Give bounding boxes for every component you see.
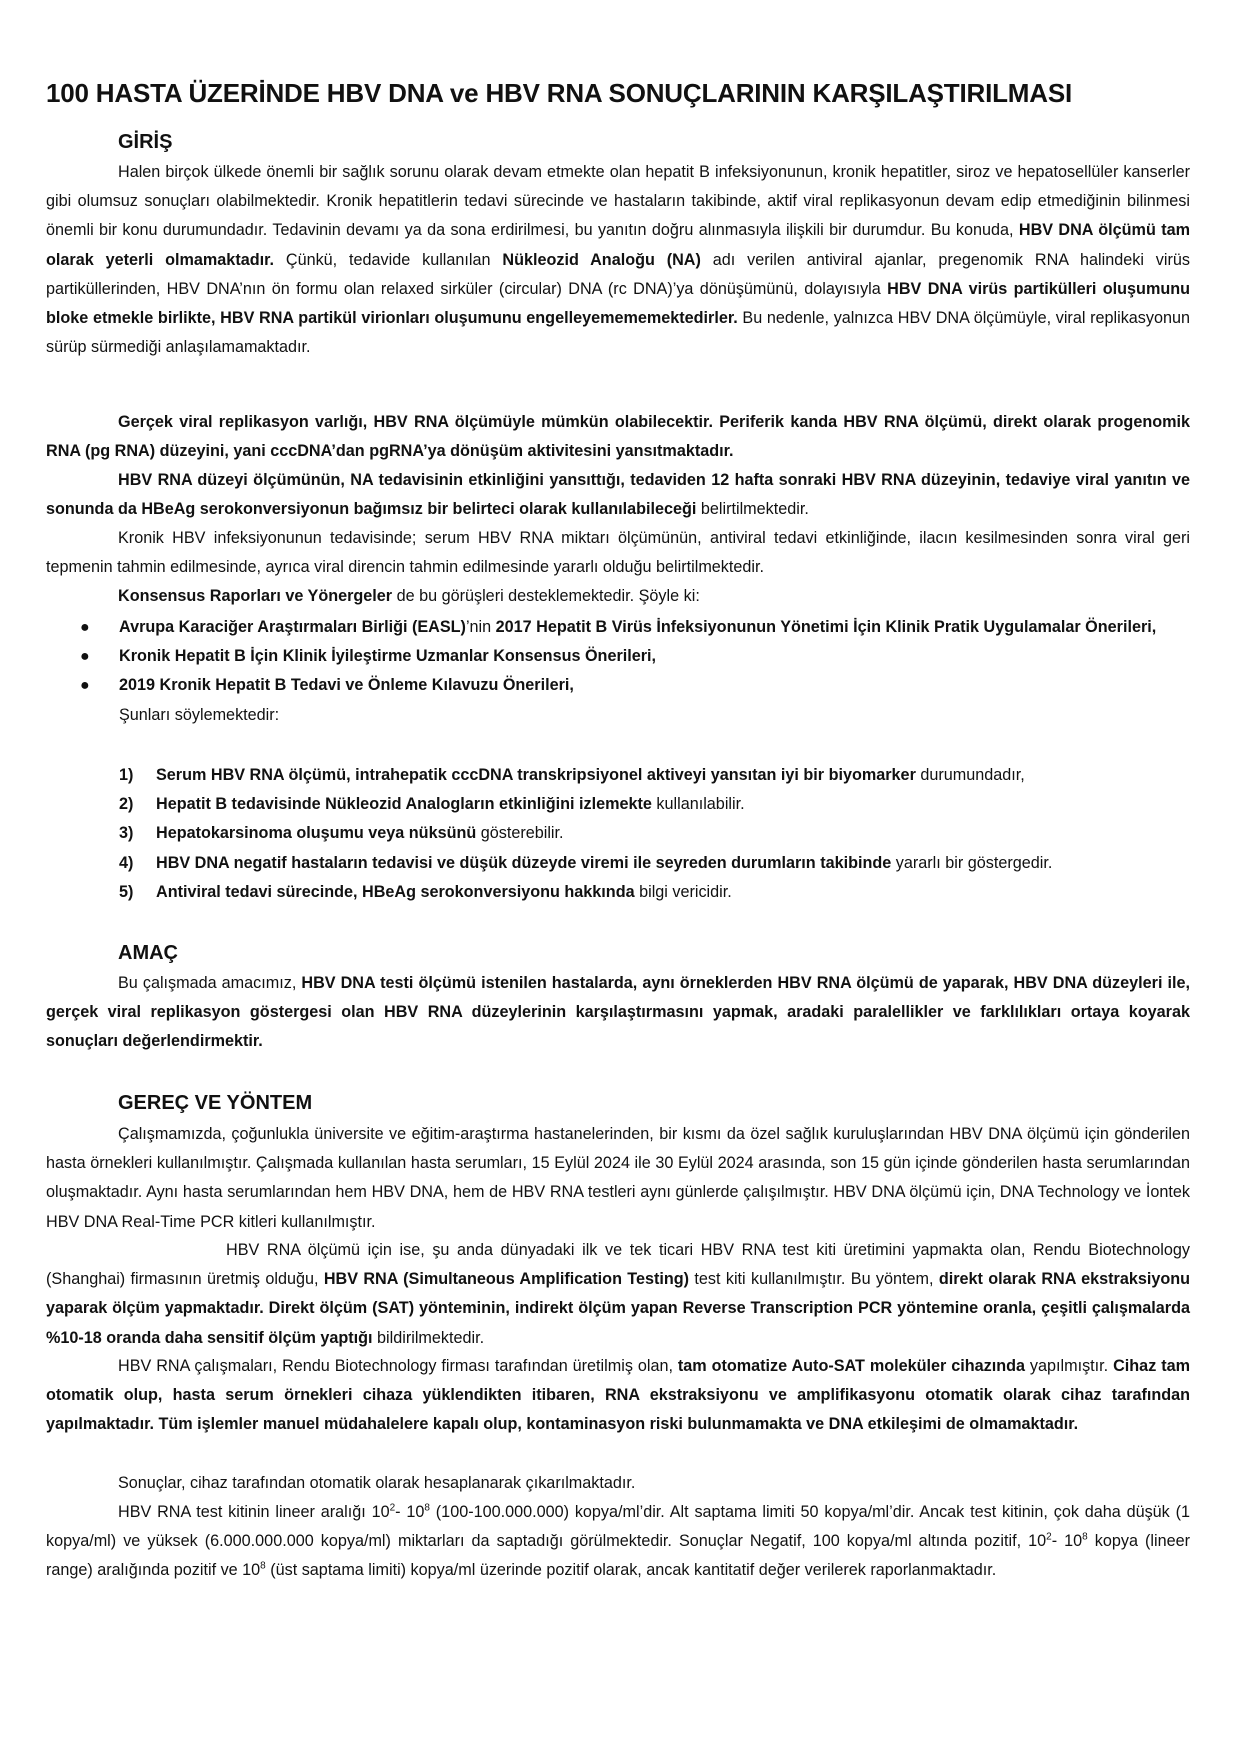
bullet-icon: ●	[80, 677, 90, 695]
giris-paragraph-2: Gerçek viral replikasyon varlığı, HBV RNA ölçümüyle mümkün olabilecektir. Periferik kanda HBV RNA ölçümü, direkt olarak progenomik RNA (pg RNA) düzeyini, yani cccDNA’dan pgRNA’ya dönüşüm aktivitesini yansıtmaktadır.	[46, 413, 1190, 461]
numbered-item: 2) Hepatit B tedavisinde Nükleozid Analogların etkinliğini izlemekte kullanılabilir.	[119, 795, 745, 814]
section-heading-gerec-yontem: GEREÇ VE YÖNTEM	[118, 1092, 313, 1114]
bullet-icon: ●	[80, 648, 90, 666]
gerec-paragraph-5: HBV RNA test kitinin lineer aralığı $10^2-$ $10^8$ (100-100.000.000) kopya/ml’dir. Alt saptama limiti 50 kopya/ml’dir. Ancak test kitinin, çok daha düşük (1 kopya/ml) ve yüksek (6.000.000.000 kopya/ml) miktarları da saptadığı görülmektedir. Sonuçlar Negatif, 100 kopya/ml altında pozitif, $10^2-$ $10^8$ kopya (lineer range) aralığında pozitif ve $10^8$ (üst saptama limiti) kopya/ml üzerinde pozitif olarak, ancak kantitatif değer verilerek raporlanmaktadır.	[46, 1502, 1190, 1580]
giris-paragraph-1: Halen birçok ülkede önemli bir sağlık sorunu olarak devam etmekte olan hepatit B infeksiyonunun, kronik hepatitler, siroz ve hepatosellüler kanserler gibi olumsuz sonuçları olabilmektedir. Kronik hepatitlerin tedavi sürecinde ve hastaların takibinde, aktif viral replikasyonun devam edip etmediğinin bilinmesi önemli bir konu durumundadır. Tedavinin devamı ya da sona erdirilmesi, bu yanıtın doğru alınmasıyla ilişkili bir durumdur. Bu konuda, HBV DNA ölçümü tam olarak yeterli olmamaktadır. Çünkü, tedavide kullanılan Nükleozid Analoğu (NA) adı verilen antiviral ajanlar, pregenomik RNA halindeki virüs partiküllerinden, HBV DNA’nın ön formu olan relaxed sirküler (circular) DNA (rc DNA)’ya dönüşümünü, dolayısıyla HBV DNA virüs partikülleri oluşumunu bloke etmekle birlikte, HBV RNA partikül virionları oluşumunu engelleyemememektedirler. Bu nedenle, yalnızca HBV DNA ölçümüyle, viral replikasyonun sürüp sürmediği anlaşılamamaktadır.	[46, 163, 1190, 357]
bullet-item: ● Kronik Hepatit B İçin Klinik İyileştirme Uzmanlar Konsensus Önerileri,	[46, 642, 1190, 671]
section-heading-amac: AMAÇ	[118, 942, 178, 964]
amac-paragraph: Bu çalışmada amacımız, HBV DNA testi ölçümü istenilen hastalarda, aynı örneklerden HBV RNA ölçümü de yaparak, HBV DNA düzeyleri ile, gerçek viral replikasyon göstergesi olan HBV RNA düzeylerinin karşılaştırmasını yapmak, aradaki paralellikler ve farklılıkları ortaya koyarak sonuçları değerlendirmektir.	[46, 974, 1190, 1051]
bullet-item: ● 2019 Kronik Hepatit B Tedavi ve Önleme Kılavuzu Önerileri,	[46, 671, 1190, 700]
gerec-paragraph-3: HBV RNA çalışmaları, Rendu Biotechnology firması tarafından üretilmiş olan, tam otomatize Auto-SAT moleküler cihazında yapılmıştır. Cihaz tam otomatik olup, hasta serum örnekleri cihaza yüklendikten itibaren, RNA ekstraksiyonu ve amplifikasyonu otomatik olarak cihaz tarafından yapılmaktadır. Tüm işlemler manuel müdahalelere kapalı olup, kontaminasyon riski bulunmamakta ve DNA etkileşimi de olmamaktadır.	[46, 1357, 1190, 1434]
bullet-item: ● Avrupa Karaciğer Araştırmaları Birliği (EASL)’nin 2017 Hepatit B Virüs İnfeksiyonunun Yönetimi İçin Klinik Pratik Uygulamalar Önerileri,	[46, 613, 1190, 642]
giris-paragraph-3: HBV RNA düzeyi ölçümünün, NA tedavisinin etkinliğini yansıttığı, tedaviden 12 hafta sonraki HBV RNA düzeyinin, tedaviye viral yanıtın ve sonunda da HBeAg serokonversiyonun bağımsız bir belirteci olarak kullanılabileceği belirtilmektedir.	[46, 471, 1190, 519]
gerec-paragraph-1: Çalışmamızda, çoğunlukla üniversite ve eğitim-araştırma hastanelerinden, bir kısmı da özel sağlık kuruluşlarından HBV DNA ölçümü için gönderilen hasta örnekleri kullanılmıştır. Çalışmada kullanılan hasta serumları, 15 Eylül 2024 ile 30 Eylül 2024 arasında, son 15 gün içinde gönderilen hasta serumlarından oluşmaktadır. Aynı hasta serumlarından hem HBV DNA, hem de HBV RNA testleri aynı günlerde çalışılmıştır. HBV DNA ölçümü için, DNA Technology ve İontek HBV DNA Real-Time PCR kitleri kullanılmıştır.	[46, 1125, 1190, 1231]
numbered-item: 3) Hepatokarsinoma oluşumu veya nüksünü gösterebilir.	[119, 824, 564, 843]
guidelines-bullet-list	[46, 613, 1190, 730]
gerec-paragraph-2: HBV RNA ölçümü için ise, şu anda dünyadaki ilk ve tek ticari HBV RNA test kiti üretimini yapmakta olan, Rendu Biotechnology (Shanghai) firmasının üretmiş olduğu, HBV RNA (Simultaneous Amplification Testing) test kiti kullanılmıştır. Bu yöntem, direkt olarak RNA ekstraksiyonu yaparak ölçüm yapmaktadır. Direkt ölçüm (SAT) yönteminin, indirekt ölçüm yapan Reverse Transcription PCR yöntemine oranla, çeşitli çalışmalarda %10-18 oranda daha sensitif ölçüm yaptığı bildirilmektedir.	[46, 1241, 1191, 1347]
bullet-icon: ●	[80, 619, 90, 636]
numbered-item: 1) Serum HBV RNA ölçümü, intrahepatik cccDNA transkripsiyonel aktiveyi yansıtan iyi bir biyomarker durumundadır,	[119, 766, 1025, 784]
giris-paragraph-4: Kronik HBV infeksiyonunun tedavisinde; serum HBV RNA miktarı ölçümünün, antiviral tedavi etkinliğinde, ilacın kesilmesinden sonra viral geri tepmenin tahmin edilmesinde, ayrıca viral direncin tahmin edilmesinde yararlı olduğu belirtilmektedir.	[46, 529, 1190, 577]
numbered-item: 5) Antiviral tedavi sürecinde, HBeAg serokonversiyonu hakkında bilgi vericidir.	[119, 882, 732, 901]
gerec-paragraph-4: Sonuçlar, cihaz tarafından otomatik olarak hesaplanarak çıkarılmaktadır.	[118, 1474, 636, 1492]
document-title: 100 HASTA ÜZERİNDE HBV DNA ve HBV RNA SONUÇLARININ KARŞILAŞTIRILMASI	[46, 78, 1072, 108]
findings-numbered-list	[119, 761, 1190, 907]
giris-paragraph-5: Konsensus Raporları ve Yönergeler de bu görüşleri desteklemektedir. Şöyle ki:	[118, 587, 700, 605]
section-heading-giris: GİRİŞ	[118, 131, 173, 153]
bullets-followup-text: Şunları söylemektedir:	[119, 705, 280, 724]
numbered-item: 4) HBV DNA negatif hastaların tedavisi ve düşük düzeyde viremi ile seyreden durumların takibinde yararlı bir göstergedir.	[119, 853, 1053, 872]
